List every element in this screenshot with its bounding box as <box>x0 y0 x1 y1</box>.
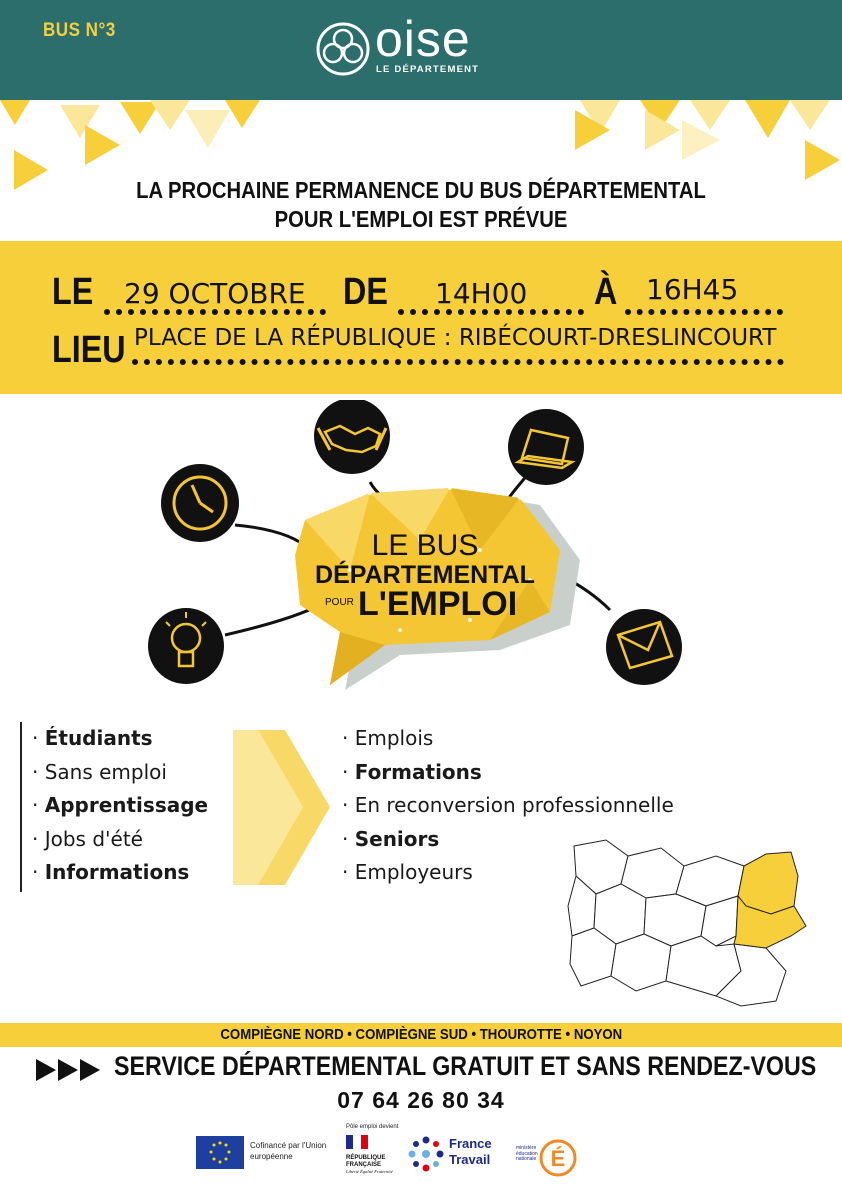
connector-bulb <box>225 605 320 635</box>
bus-emploi-graphic <box>140 400 700 700</box>
oise-logo <box>315 11 505 80</box>
bubble-line-2: DÉPARTEMENTAL <box>315 561 535 589</box>
men-text: ministère éducation nationale <box>516 1145 538 1162</box>
a-label: À <box>594 271 618 313</box>
place-value: PLACE DE LA RÉPUBLIQUE : RIBÉCOURT-DRESLINCOURT <box>134 325 777 351</box>
list-item: · Emplois <box>342 726 434 750</box>
end-time-value: 16H45 <box>646 273 739 306</box>
marianne-icon <box>346 1135 368 1149</box>
lieu-label: LIEU <box>52 329 126 371</box>
headline-line-2: POUR L'EMPLOI EST PRÉVUE <box>274 206 568 232</box>
list-item: · Seniors <box>342 826 440 851</box>
list-item: · Apprentissage <box>32 793 209 817</box>
list-item: · En reconversion professionnelle <box>342 793 674 817</box>
headline-line-1: LA PROCHAINE PERMANENCE DU BUS DÉPARTEMENTAL <box>136 177 706 203</box>
france-travail-dots-icon <box>407 1134 445 1174</box>
start-time-value: 14H00 <box>435 277 528 310</box>
logo-wordmark: oise <box>375 11 471 67</box>
bus-number: BUS N°3 <box>43 20 116 41</box>
schedule-block <box>0 241 842 394</box>
rf-motto: Liberté Égalité Fraternité <box>346 1169 393 1174</box>
date-row <box>0 259 842 319</box>
bubble-line-3-big: L'EMPLOI <box>358 585 518 623</box>
le-label: LE <box>52 271 94 313</box>
service-text: SERVICE DÉPARTEMENTAL GRATUIT ET SANS RENDEZ-VOUS <box>114 1051 817 1081</box>
france-travail-name: France Travail <box>449 1136 492 1167</box>
de-label: DE <box>343 271 388 313</box>
pole-emploi-note: Pôle emploi devient <box>346 1124 399 1130</box>
oise-map <box>566 836 811 1011</box>
list-item: · Sans emploi <box>32 759 167 784</box>
logo-subtitle: LE DÉPARTEMENT <box>376 64 480 75</box>
arrow-chevron-decoration <box>233 730 333 885</box>
education-e-icon <box>538 1132 578 1178</box>
envelope-icon <box>606 609 682 685</box>
cantons-bar: COMPIÈGNE NORD • COMPIÈGNE SUD • THOUROTTE • NOYON <box>0 1023 842 1047</box>
education-nationale-logo <box>516 1132 586 1182</box>
lightbulb-icon <box>148 608 224 684</box>
place-row <box>0 319 842 379</box>
headline <box>51 176 792 234</box>
triple-arrow-icon <box>36 1055 106 1085</box>
list-item: · Employeurs <box>342 860 473 884</box>
eu-flag-icon <box>196 1136 244 1169</box>
header-bar <box>0 0 842 100</box>
list-item: · Jobs d'été <box>32 826 143 851</box>
partner-logos <box>196 1124 596 1184</box>
phone-number: 07 64 26 80 34 <box>337 1087 505 1113</box>
place-dots <box>132 357 784 365</box>
list-item: · Formations <box>342 759 482 784</box>
france-travail-logo <box>407 1134 497 1174</box>
laptop-icon <box>508 409 584 485</box>
clock-icon <box>161 464 239 542</box>
rf-name: RÉPUBLIQUE FRANÇAISE <box>346 1155 386 1168</box>
svg-text:É: É <box>550 1146 566 1171</box>
list-item: · Étudiants <box>32 726 153 750</box>
service-line <box>36 1051 816 1085</box>
list-item: · Informations <box>32 860 190 884</box>
bubble-line-1: LE BUS <box>371 529 479 562</box>
bubble-line-3-small: POUR <box>325 597 354 608</box>
republique-francaise-logo <box>346 1134 402 1174</box>
handshake-icon <box>314 400 390 474</box>
audience-list-left <box>20 722 208 892</box>
date-value: 29 OCTOBRE <box>124 277 306 310</box>
oise-emblem-icon <box>315 21 371 77</box>
eu-cofinance-text: Cofinancé par l'Union européenne <box>250 1141 327 1161</box>
end-time-dots <box>625 307 783 315</box>
